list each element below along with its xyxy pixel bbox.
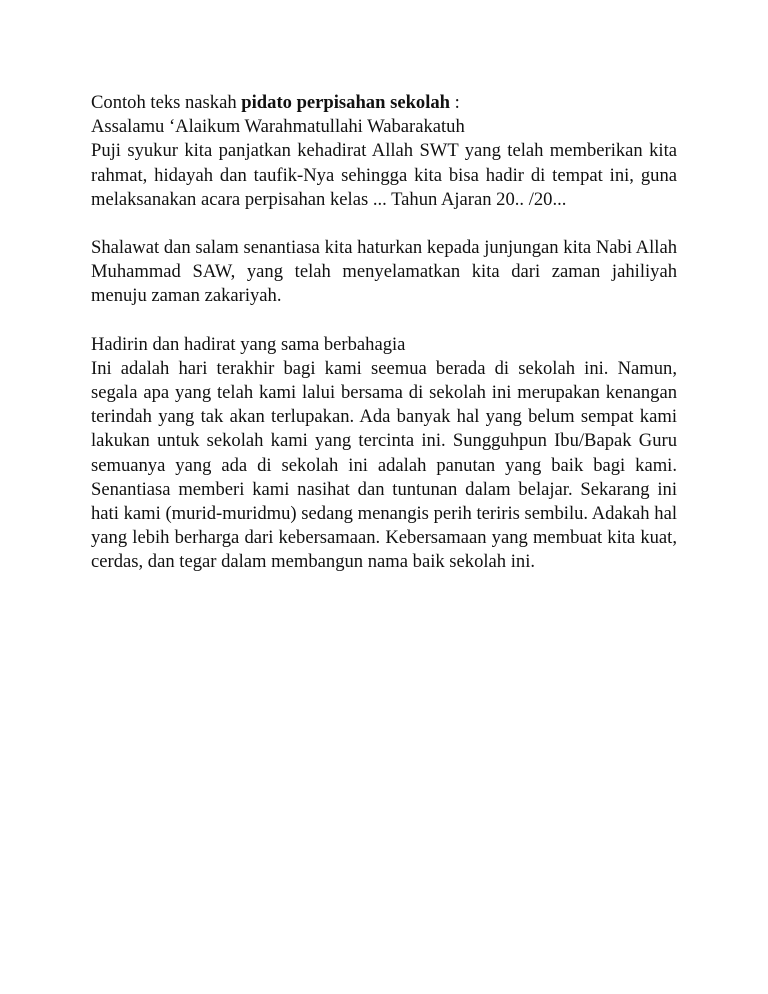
title-bold: pidato perpisahan sekolah — [241, 92, 451, 113]
paragraph-main: Ini adalah hari terakhir bagi kami seemua berada di sekolah ini. Namun, segala apa yang telah kami lalui bersama di sekolah ini merupakan kenangan terindah yang tak akan terlupakan. Ada banyak hal yang belum sempat kami lakukan untuk sekolah kami yang tercinta ini. Sungguhpun Ibu/Bapak Guru semuanya yang ada di sekolah ini adalah panutan yang baik bagi kami. Senantiasa memberi kami nasihat dan tuntunan dalam belajar. Sekarang ini hati kami (murid-muridmu) sedang menangis perih teriris sembilu. Adakah hal yang lebih berharga dari kebersamaan. Kebersamaan yang membuat kita kuat, cerdas, dan tegar dalam membangun nama baik sekolah ini. — [91, 357, 677, 573]
paragraph-spacer — [91, 212, 677, 236]
greeting: Assalamu ‘Alaikum Warahmatullahi Wabarakatuh — [91, 116, 465, 138]
paragraph-shalawat: Shalawat dan salam senantiasa kita haturkan kepada junjungan kita Nabi Allah Muhammad SAW, yang telah menyelamatkan kita dari zaman jahiliyah menuju zaman zakariyah. — [91, 237, 677, 307]
address-line: Hadirin dan hadirat yang sama berbahagia — [91, 333, 406, 355]
paragraph-opening: Puji syukur kita panjatkan kehadirat Allah SWT yang telah memberikan kita rahmat, hidayah dan taufik-Nya sehingga kita bisa hadir di tempat ini, guna melaksanakan acara perpisahan kelas ... Tahun Ajaran 20.. /20... — [91, 140, 677, 210]
title-suffix: : — [450, 92, 460, 113]
document-title — [91, 91, 677, 115]
document-page — [91, 91, 677, 575]
paragraph-spacer — [91, 309, 677, 333]
title-prefix: Contoh teks naskah — [91, 92, 242, 113]
